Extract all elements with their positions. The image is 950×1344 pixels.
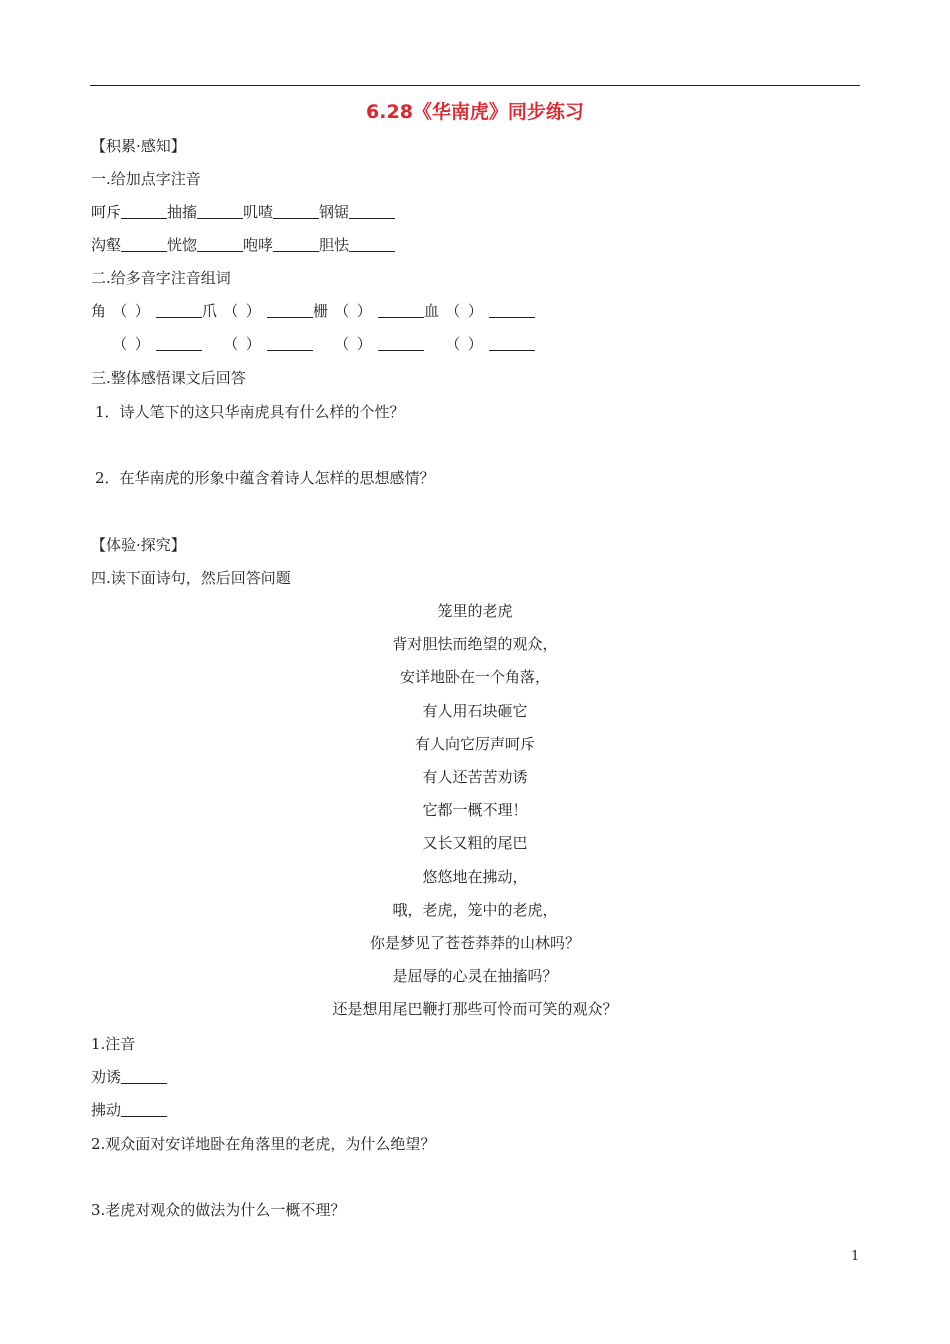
- word: 呵斥: [91, 203, 122, 221]
- answer-blank[interactable]: [349, 237, 395, 252]
- question-2-row-2: [106, 334, 535, 354]
- poem-line: 背对胆怯而绝望的观众，: [392, 635, 558, 653]
- pinyin-slot[interactable]: （ ）: [112, 302, 150, 320]
- question-4-1-word-2: [91, 1100, 167, 1120]
- answer-blank[interactable]: [197, 237, 243, 252]
- word: 钢锯: [319, 203, 350, 221]
- poem-line: 又长又粗的尾巴: [422, 834, 528, 852]
- answer-blank[interactable]: [197, 204, 243, 219]
- question-1-heading: 一.给加点字注音: [91, 170, 201, 188]
- polyphone-char: 栅: [313, 302, 329, 320]
- question-4-heading: 四.读下面诗句，然后回答问题: [91, 569, 291, 587]
- poem-line: 它都一概不理！: [422, 801, 528, 819]
- word: 拂动: [91, 1101, 122, 1119]
- pinyin-slot[interactable]: （ ）: [112, 335, 150, 353]
- question-2-heading: 二.给多音字注音组词: [91, 269, 231, 287]
- word: 恍惚: [167, 236, 198, 254]
- answer-blank[interactable]: [489, 336, 535, 351]
- question-3-item-1: 1．诗人笔下的这只华南虎具有什么样的个性？: [95, 403, 405, 421]
- pinyin-slot[interactable]: （ ）: [445, 302, 483, 320]
- pinyin-slot[interactable]: （ ）: [223, 335, 261, 353]
- word: 抽搐: [167, 203, 198, 221]
- answer-blank[interactable]: [378, 303, 424, 318]
- poem-line: 悠悠地在拂动，: [422, 868, 528, 886]
- question-4-2: 2.观众面对安详地卧在角落里的老虎，为什么绝望？: [91, 1135, 436, 1153]
- poem-line: 你是梦见了苍苍莽莽的山林吗？: [369, 934, 580, 952]
- question-3-item-2: 2．在华南虎的形象中蕴含着诗人怎样的思想感情？: [95, 469, 435, 487]
- answer-blank[interactable]: [349, 204, 395, 219]
- question-1-row-1: [91, 202, 395, 222]
- poem-line: 哦，老虎，笼中的老虎，: [392, 901, 558, 919]
- answer-blank[interactable]: [156, 303, 202, 318]
- answer-blank[interactable]: [273, 237, 319, 252]
- poem-title: 笼里的老虎: [437, 602, 513, 620]
- answer-blank[interactable]: [121, 1069, 167, 1084]
- poem-line: 还是想用尾巴鞭打那些可怜而可笑的观众？: [332, 1000, 618, 1018]
- poem-line: 有人向它厉声呵斥: [414, 735, 535, 753]
- answer-blank[interactable]: [267, 303, 313, 318]
- question-4-3: 3.老虎对观众的做法为什么一概不理？: [91, 1201, 346, 1219]
- section-heading-accumulate: 【积累·感知】: [91, 137, 186, 155]
- word: 咆哮: [243, 236, 274, 254]
- word: 劝诱: [91, 1068, 122, 1086]
- polyphone-char: 角: [91, 302, 107, 320]
- pinyin-slot[interactable]: （ ）: [334, 335, 372, 353]
- question-2-row-1: [91, 301, 535, 321]
- page-title: 6.28《华南虎》同步练习: [366, 101, 584, 123]
- answer-blank[interactable]: [121, 1102, 167, 1117]
- answer-blank[interactable]: [121, 204, 167, 219]
- answer-blank[interactable]: [489, 303, 535, 318]
- poem-line: 是屈辱的心灵在抽搐吗？: [392, 967, 558, 985]
- pinyin-slot[interactable]: （ ）: [445, 335, 483, 353]
- page-number: 1: [851, 1249, 860, 1264]
- poem-line: 有人还苦苦劝诱: [422, 768, 528, 786]
- question-1-row-2: [91, 235, 395, 255]
- polyphone-char: 爪: [202, 302, 218, 320]
- answer-blank[interactable]: [156, 336, 202, 351]
- section-heading-explore: 【体验·探究】: [91, 536, 186, 554]
- pinyin-slot[interactable]: （ ）: [223, 302, 261, 320]
- answer-blank[interactable]: [121, 237, 167, 252]
- word: 叽喳: [243, 203, 274, 221]
- question-4-1-heading: 1.注音: [91, 1035, 136, 1053]
- answer-blank[interactable]: [273, 204, 319, 219]
- header-rule: [90, 85, 860, 86]
- answer-blank[interactable]: [378, 336, 424, 351]
- pinyin-slot[interactable]: （ ）: [334, 302, 372, 320]
- answer-blank[interactable]: [267, 336, 313, 351]
- question-4-1-word-1: [91, 1067, 167, 1087]
- poem-line: 有人用石块砸它: [422, 702, 528, 720]
- question-3-heading: 三.整体感悟课文后回答: [91, 369, 246, 387]
- polyphone-char: 血: [424, 302, 440, 320]
- word: 胆怯: [319, 236, 350, 254]
- word: 沟壑: [91, 236, 122, 254]
- poem-line: 安详地卧在一个角落，: [399, 668, 550, 686]
